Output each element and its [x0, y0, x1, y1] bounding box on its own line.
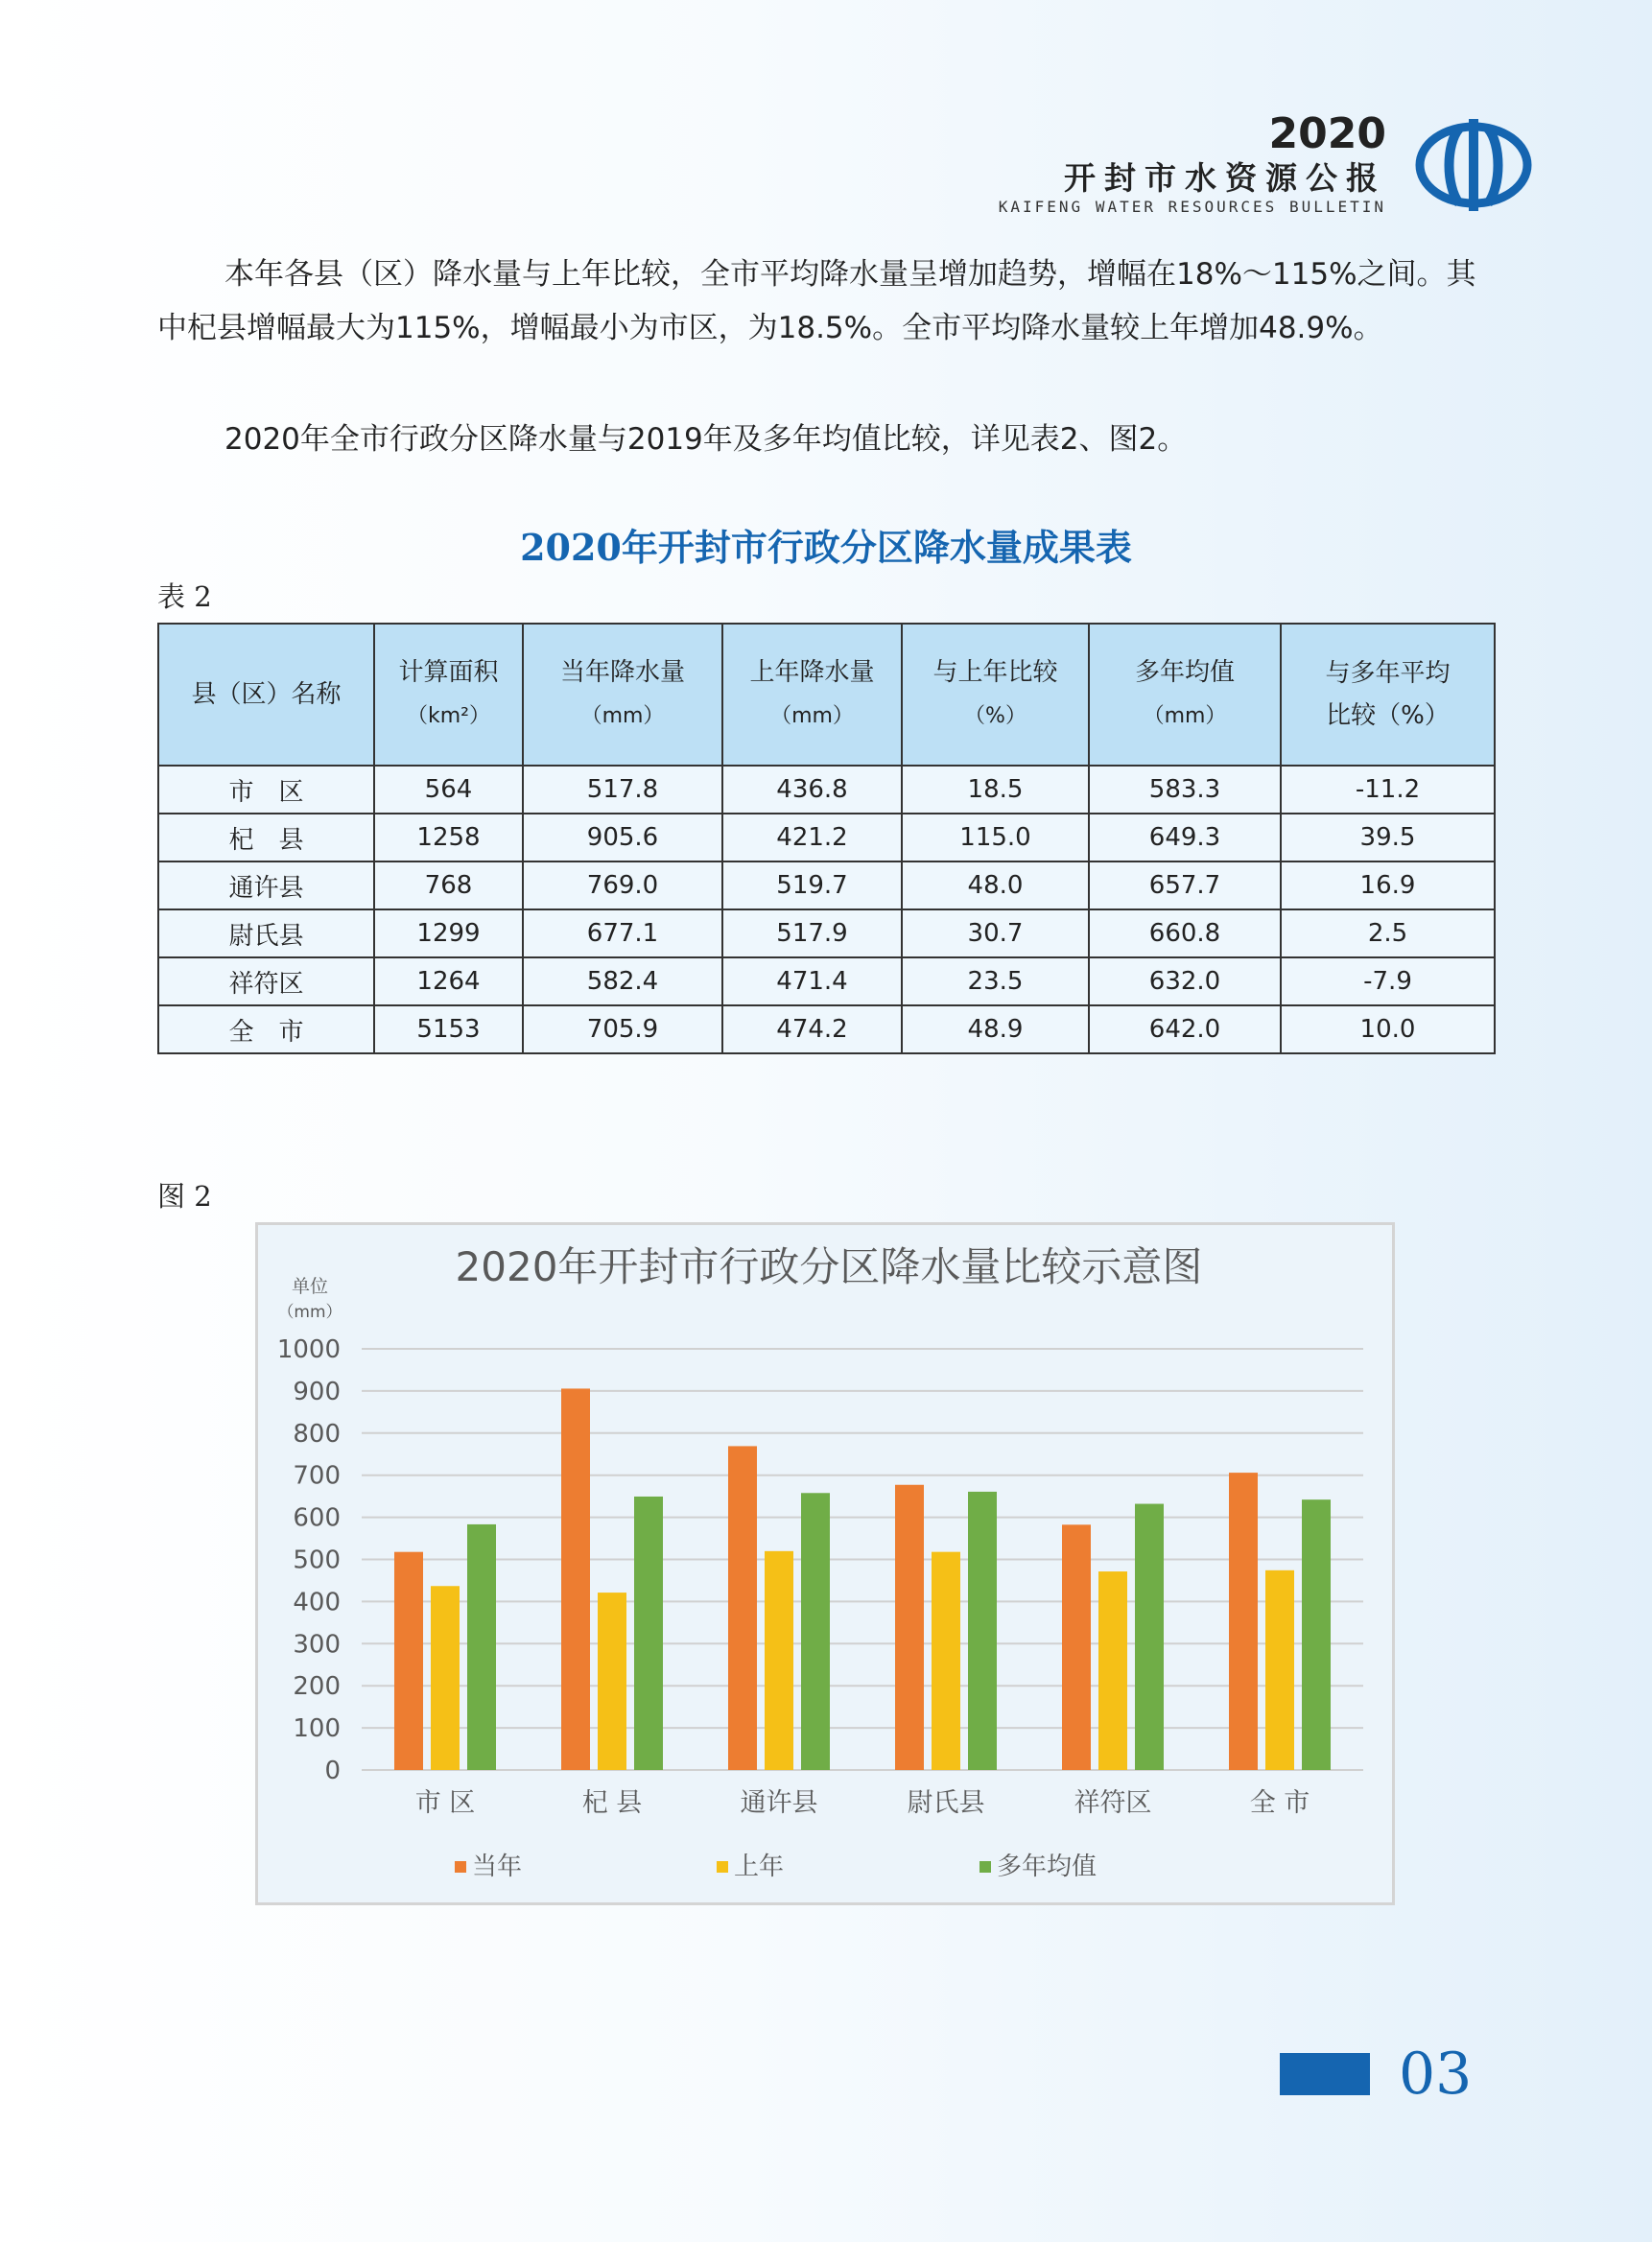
- precipitation-table: [157, 623, 1496, 1054]
- chart-bar: [801, 1493, 830, 1770]
- chart-y-tick-label: 900: [293, 1377, 341, 1406]
- table-cell: 通许县: [158, 861, 374, 909]
- table-cell: 2.5: [1281, 909, 1495, 957]
- chart-legend-label: 多年均值: [997, 1853, 1097, 1881]
- table-cell: 583.3: [1089, 766, 1281, 814]
- chart-bar: [728, 1446, 757, 1770]
- chart-bar: [932, 1552, 960, 1770]
- page-number-bar: [1280, 2053, 1370, 2095]
- header-cell-last: 上年降水量 （mm）: [722, 624, 902, 766]
- chart-title: 2020年开封市行政分区降水量比较示意图: [455, 1243, 1203, 1290]
- header-title: 开封市水资源公报: [1064, 159, 1386, 197]
- table-row: [158, 1005, 1495, 1053]
- table-cell: -7.9: [1281, 957, 1495, 1005]
- table-cell: 769.0: [523, 861, 722, 909]
- chart-bar: [1062, 1524, 1091, 1770]
- table-row: [158, 766, 1495, 814]
- table-cell: 649.3: [1089, 814, 1281, 861]
- chart-bar: [431, 1586, 460, 1770]
- chart-y-tick-label: 0: [324, 1757, 341, 1785]
- table-cell: 582.4: [523, 957, 722, 1005]
- header-cell-name: 县（区）名称: [158, 624, 374, 766]
- chart-legend-swatch: [717, 1861, 728, 1873]
- table-cell: 尉氏县: [158, 909, 374, 957]
- chart-bar: [1265, 1570, 1294, 1770]
- chart-x-tick-label: 市 区: [414, 1788, 476, 1818]
- chart-y-tick-label: 700: [293, 1461, 341, 1491]
- chart-bar: [895, 1485, 924, 1770]
- table-cell: 519.7: [722, 861, 902, 909]
- header-cell-average: 多年均值 （mm）: [1089, 624, 1281, 766]
- table-cell: 421.2: [722, 814, 902, 861]
- figure-label: 图 2: [157, 1180, 212, 1213]
- table-cell: 1258: [374, 814, 523, 861]
- chart-bar: [467, 1524, 496, 1770]
- paragraph-reference: 2020年全市行政分区降水量与2019年及多年均值比较，详见表2、图2。: [224, 422, 1188, 457]
- table-cell: 5153: [374, 1005, 523, 1053]
- table-cell: 祥符区: [158, 957, 374, 1005]
- page-number: 03: [1399, 2041, 1473, 2108]
- chart-bar: [1098, 1571, 1127, 1770]
- chart-bar: [394, 1552, 423, 1770]
- table-cell: 115.0: [902, 814, 1089, 861]
- table-cell: 517.8: [523, 766, 722, 814]
- chart-legend-swatch: [455, 1861, 466, 1873]
- table-cell: 16.9: [1281, 861, 1495, 909]
- chart-y-tick-label: 300: [293, 1630, 341, 1660]
- table-title: 2020年开封市行政分区降水量成果表: [520, 526, 1132, 569]
- chart-unit-label: 单位: [291, 1276, 329, 1297]
- chart-bar: [1135, 1504, 1164, 1770]
- chart-bar: [598, 1593, 626, 1770]
- table-cell: 1299: [374, 909, 523, 957]
- chart-y-tick-label: 1000: [276, 1335, 341, 1364]
- table-cell: 1264: [374, 957, 523, 1005]
- table-row: [158, 957, 1495, 1005]
- water-bureau-logo-icon: [1413, 115, 1534, 215]
- table-cell: 18.5: [902, 766, 1089, 814]
- table-cell: 564: [374, 766, 523, 814]
- header-year: 2020: [1268, 109, 1386, 158]
- header-cell-vs-average: 与多年平均 比较（%）: [1281, 624, 1495, 766]
- table-label: 表 2: [157, 580, 212, 613]
- table-header-row: [158, 624, 1495, 766]
- precipitation-chart: [255, 1222, 1395, 1905]
- chart-svg: [258, 1225, 1392, 1902]
- chart-y-tick-label: 200: [293, 1672, 341, 1702]
- chart-bar: [634, 1497, 663, 1770]
- table-cell: 705.9: [523, 1005, 722, 1053]
- table-cell: 474.2: [722, 1005, 902, 1053]
- table-cell: 642.0: [1089, 1005, 1281, 1053]
- chart-bar: [968, 1492, 997, 1770]
- table-cell: 杞 县: [158, 814, 374, 861]
- table-cell: 471.4: [722, 957, 902, 1005]
- chart-bar: [561, 1388, 590, 1770]
- table-cell: 517.9: [722, 909, 902, 957]
- bulletin-header: [998, 109, 1386, 217]
- table-cell: 657.7: [1089, 861, 1281, 909]
- table-cell: 905.6: [523, 814, 722, 861]
- chart-bar: [1229, 1473, 1258, 1770]
- table-cell: 23.5: [902, 957, 1089, 1005]
- table-row: [158, 861, 1495, 909]
- table-cell: 30.7: [902, 909, 1089, 957]
- table-cell: 48.0: [902, 861, 1089, 909]
- paragraph-comparison: 本年各县（区）降水量与上年比较，全市平均降水量呈增加趋势，增幅在18%～115%之间。其中杞县增幅最大为115%，增幅最小为市区，为18.5%。全市平均降水量较上年增加48.9%。: [157, 257, 1476, 345]
- table-cell: 39.5: [1281, 814, 1495, 861]
- chart-x-tick-label: 尉氏县: [907, 1788, 985, 1818]
- table-cell: 48.9: [902, 1005, 1089, 1053]
- chart-legend-swatch: [979, 1861, 991, 1873]
- table-cell: 632.0: [1089, 957, 1281, 1005]
- chart-x-tick-label: 祥符区: [1074, 1788, 1152, 1818]
- table-cell: 市 区: [158, 766, 374, 814]
- chart-legend-label: 当年: [472, 1853, 523, 1881]
- chart-y-tick-label: 500: [293, 1546, 341, 1575]
- table-cell: 全 市: [158, 1005, 374, 1053]
- chart-x-tick-label: 全 市: [1249, 1788, 1310, 1818]
- table-cell: 436.8: [722, 766, 902, 814]
- chart-x-tick-label: 通许县: [740, 1788, 818, 1818]
- chart-legend-label: 上年: [734, 1853, 785, 1881]
- table-cell: 768: [374, 861, 523, 909]
- header-cell-vs-last: 与上年比较 （%）: [902, 624, 1089, 766]
- chart-y-tick-label: 100: [293, 1714, 341, 1744]
- table-row: [158, 909, 1495, 957]
- table-cell: 10.0: [1281, 1005, 1495, 1053]
- table-cell: -11.2: [1281, 766, 1495, 814]
- chart-bar: [1302, 1499, 1331, 1770]
- table-row: [158, 814, 1495, 861]
- chart-unit-label: （mm）: [277, 1303, 342, 1322]
- table-cell: 660.8: [1089, 909, 1281, 957]
- chart-x-tick-label: 杞 县: [581, 1788, 643, 1818]
- header-cell-current: 当年降水量 （mm）: [523, 624, 722, 766]
- chart-y-tick-label: 800: [293, 1419, 341, 1449]
- chart-y-tick-label: 400: [293, 1588, 341, 1617]
- chart-y-tick-label: 600: [293, 1503, 341, 1533]
- chart-bar: [765, 1551, 793, 1770]
- header-cell-area: 计算面积 （km²）: [374, 624, 523, 766]
- header-subtitle-en: KAIFENG WATER RESOURCES BULLETIN: [998, 198, 1386, 216]
- table-cell: 677.1: [523, 909, 722, 957]
